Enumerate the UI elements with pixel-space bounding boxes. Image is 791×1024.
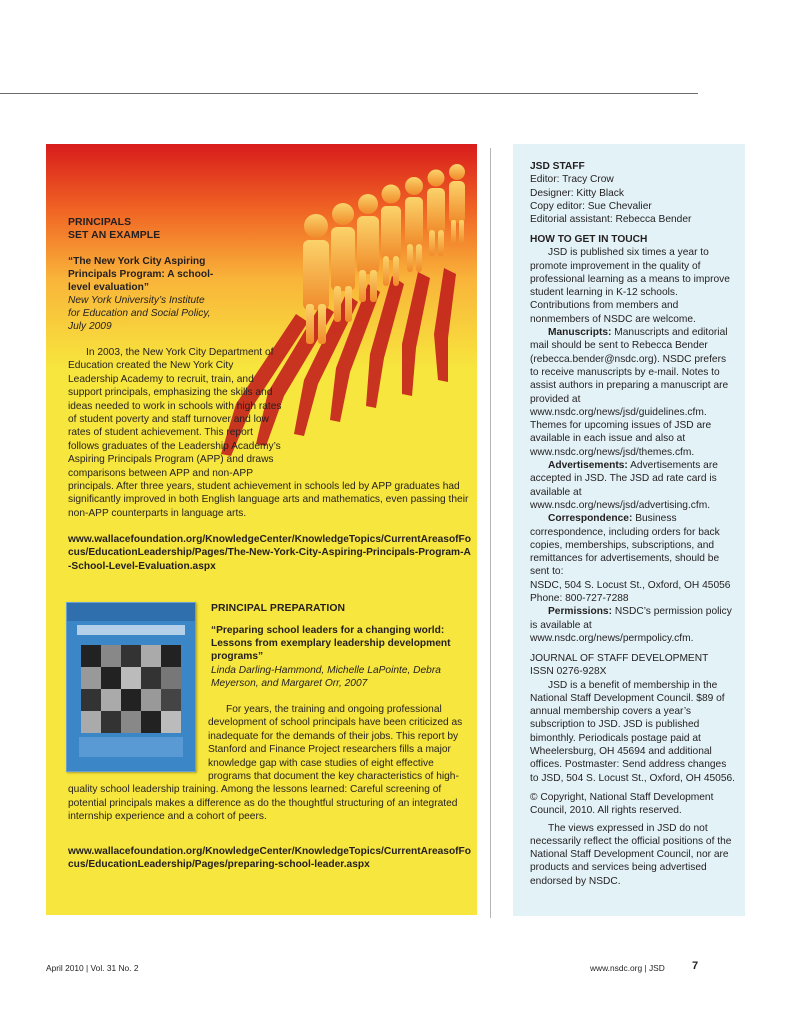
principals-heading-block (68, 216, 238, 242)
address: NSDC, 504 S. Locust St., Oxford, OH 45056 (530, 579, 731, 591)
principals-heading-line1: PRINCIPALS (68, 217, 132, 228)
preparation-report-body (68, 703, 472, 824)
illustration-text-wrap (284, 346, 472, 478)
journal-name: JOURNAL OF STAFF DEVELOPMENT (530, 653, 709, 664)
page-number: 7 (692, 960, 699, 972)
top-rule (0, 93, 698, 94)
journal-disclaimer: The views expressed in JSD do not necessarily reflect the official positions of the National Staff Development Council, nor are products and services being advertised endorsed by NSDC. (530, 822, 732, 887)
ads-text: Advertisements are accepted in JSD. The JSD ad rate card is available at www.nsdc.org/news/jsd/advertising.cfm. (530, 460, 718, 511)
staff-assistant: Editorial assistant: Rebecca Bender (530, 214, 692, 226)
contact-heading: HOW TO GET IN TOUCH (530, 234, 648, 245)
column-divider (490, 148, 491, 918)
journal-section (530, 652, 736, 888)
principals-report-source: New York University’s Institute for Education and Social Policy, July 2009 (68, 295, 211, 332)
footer-site: www.nsdc.org | JSD (590, 963, 665, 973)
journal-copyright: © Copyright, National Staff Development Council, 2010. All rights reserved. (530, 791, 714, 817)
manuscripts-label: Manuscripts: (548, 327, 612, 339)
correspondence-text: Business correspondence, including orders for back copies, memberships, subscriptions, and remittances for advertisements, should be sent to: (530, 513, 720, 578)
preparation-report-title: “Preparing school leaders for a changing world: Lessons from exemplary leadership development programs” (211, 625, 451, 662)
staff-copy-editor: Copy editor: Sue Chevalier (530, 200, 652, 212)
preparation-body-text: For years, the training and ongoing professional development of school principals have been criticized as inadequate for the demands of their jobs. This report by Stanford and Finance Project researchers fills a major knowledge gap with case studies of eight effective programs that document the key characteristics of high-quality school leadership training. Among the lessons learned: Careful screening of potential principals makes a difference as do the thoughtful structuring of an integrated internship experience and a cohort of peers. (68, 704, 463, 823)
principals-report-title: “The New York City Aspiring Principals Program: A school-level evaluation” (68, 256, 214, 293)
principals-report-body (68, 346, 472, 520)
contact-intro: JSD is published six times a year to promote improvement in the quality of professional learning as a means to improve student learning in K-12 schools. Contributions from members and nonmembers of NSDC are welcome. (530, 247, 730, 325)
principals-body-text: In 2003, the New York City Department of Education created the New York City Leadership Academy to recruit, train, and support principals, emphasizing the skills and ideas needed to work in schools with high rates of student poverty and staff turnover and low rates of student achievement. This report follows graduates of the Leadership Academy’s Aspiring Principals Program (APP) and draws comparisons between APP and non-APP principals. After three years, student achievement in schools led by APP graduates had significantly improved in both English language arts and mathematics, even passing their non-APP counterparts in language arts. (68, 347, 469, 519)
manuscripts-paragraph (530, 326, 736, 459)
permissions-paragraph (530, 605, 736, 645)
ads-paragraph (530, 459, 736, 512)
staff-section (530, 160, 736, 226)
journal-membership: JSD is a benefit of membership in the National Staff Development Council. $89 of annual membership covers a year’s subscription to JSD. JSD is published bimonthly. Periodicals postage paid at Wheelersburg, OH 45694 and additional offices. Postmaster: Send address changes to JSD, 504 S. Locust St., Oxford, OH 45056. (530, 679, 735, 784)
staff-editor: Editor: Tracy Crow (530, 174, 614, 186)
preparation-heading: PRINCIPAL PREPARATION (211, 603, 346, 614)
principals-heading-line2: SET AN EXAMPLE (68, 230, 161, 241)
staff-designer: Designer: Kitty Black (530, 187, 624, 199)
preparation-report-link[interactable]: www.wallacefoundation.org/KnowledgeCenter/KnowledgeTopics/CurrentAreasofFocus/EducationLeadership/Pages/preparing-school-leader.aspx (68, 846, 472, 871)
principals-report-link[interactable]: www.wallacefoundation.org/KnowledgeCenter/KnowledgeTopics/CurrentAreasofFocus/EducationLeadership/Pages/The-New-York-City-Aspiring-Principals-Program-A-School-Level-Evaluation.aspx (68, 534, 472, 572)
staff-heading: JSD STAFF (530, 161, 585, 172)
journal-issn: ISSN 0276-928X (530, 666, 607, 678)
cover-band (67, 603, 195, 621)
cover-title-bar (77, 625, 185, 635)
manuscripts-text: Manuscripts and editorial mail should be sent to Rebecca Bender (rebecca.bender@nsdc.org). NSDC prefers to receive manuscripts by e-mail. Notes to assist authors in preparing a manuscript are provided at www.nsdc.org/news/jsd/guidelines.cfm. Themes for upcoming issues of JSD are available in each issue and also at www.nsdc.org/news/jsd/themes.cfm. (530, 327, 729, 458)
ads-label: Advertisements: (548, 460, 628, 472)
cover-text-wrap (68, 703, 208, 783)
contact-section (530, 233, 736, 645)
correspondence-paragraph (530, 512, 736, 578)
footer-issue: April 2010 | Vol. 31 No. 2 (46, 963, 139, 973)
permissions-text: NSDC’s permission policy is available at www.nsdc.org/news/permpolicy.cfm. (530, 606, 732, 644)
phone: Phone: 800-727-7288 (530, 593, 629, 605)
permissions-label: Permissions: (548, 606, 612, 618)
correspondence-label: Correspondence: (548, 513, 633, 525)
preparation-report-source: Linda Darling-Hammond, Michelle LaPointe, Debra Meyerson, and Margaret Orr, 2007 (211, 665, 441, 689)
